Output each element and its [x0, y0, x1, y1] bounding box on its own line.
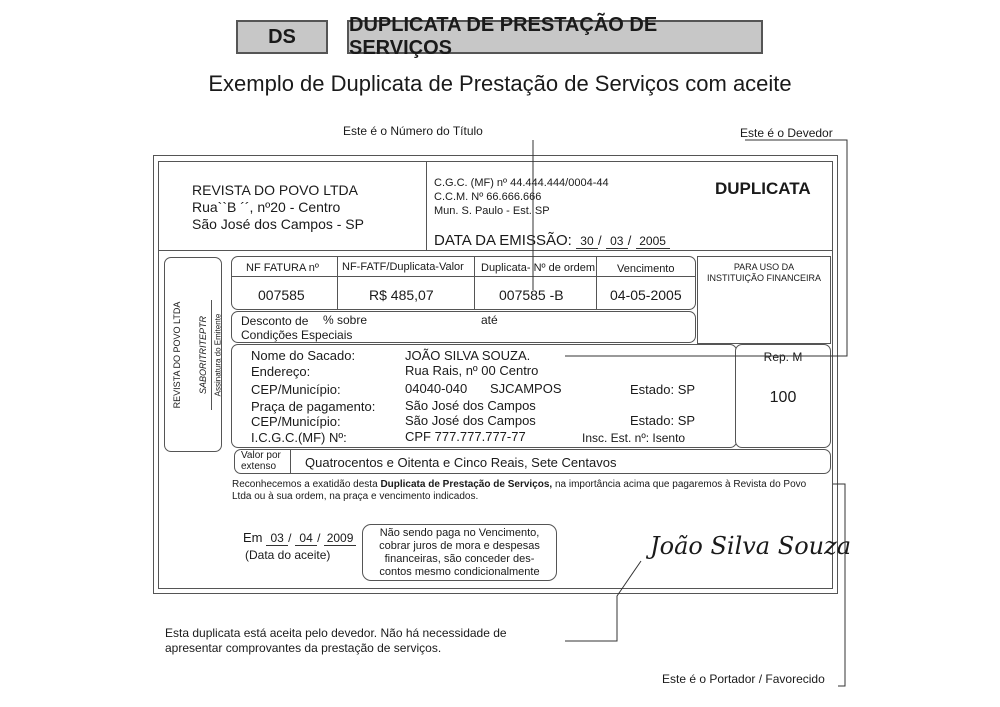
value-ordem: 007585 -B	[499, 287, 564, 303]
sacado-city-value: SJCAMPOS	[490, 381, 562, 396]
sacado-cep-value: 04040-040	[405, 381, 468, 396]
emission-label: DATA DA EMISSÃO:	[434, 232, 572, 249]
sacado-state2: Estado: SP	[630, 413, 696, 428]
annotation-title-number: Este é o Número do Título	[343, 124, 483, 138]
side-company-name: REVISTA DO POVO LTDA	[172, 301, 182, 409]
debtor-signature: João Silva Souza	[650, 532, 852, 560]
header-valor: NF-FATF/Duplicata-Valor	[342, 261, 464, 273]
page-title: DUPLICATA DE PRESTAÇÃO DE SERVIÇOS	[349, 14, 658, 59]
sacado-icgc-value: CPF 777.777.777-77	[405, 429, 526, 444]
sacado-state: Estado: SP	[630, 382, 696, 397]
interest-note-line: contos mesmo condicionalmente	[379, 566, 540, 578]
issuer-cgc: C.G.C. (MF) nº 44.444.444/0004-44	[434, 177, 609, 189]
declaration-bold: Duplicata de Prestação de Serviços,	[380, 479, 553, 490]
sacado-cep2-value: São José dos Campos	[405, 413, 536, 428]
sacado-icgc-label: I.C.G.C.(MF) Nº:	[251, 430, 347, 445]
declaration-line2: Ltda ou à sua ordem, na praça e vencimento indicados.	[232, 491, 479, 502]
discount-conditions: Condições Especiais	[241, 328, 353, 342]
discount-label: Desconto de	[241, 314, 309, 328]
annotation-accepted-line1: Esta duplicata está aceita pelo devedor. Não há necessidade de	[165, 626, 507, 640]
sacado-name-label: Nome do Sacado:	[251, 348, 356, 363]
emission-month: 03	[606, 234, 628, 249]
interest-note-line: Não sendo paga no Vencimento,	[379, 527, 540, 539]
interest-note-line: financeiras, são conceder des-	[384, 553, 535, 565]
sacado-cep-label: CEP/Município:	[251, 382, 341, 397]
issuer-signature: SABORITRITEPTR	[198, 315, 208, 395]
leader-acceptance	[565, 561, 641, 641]
value-valor: R$ 485,07	[369, 287, 434, 303]
discount-until: até	[481, 313, 498, 327]
annotation-bearer: Este é o Portador / Favorecido	[662, 672, 825, 686]
leader-bearer	[833, 484, 845, 686]
document-type: DUPLICATA	[715, 179, 811, 198]
acceptance-year: 2009	[324, 531, 356, 546]
value-vencimento: 04-05-2005	[610, 287, 682, 303]
sacado-name-value: JOÃO SILVA SOUZA.	[405, 348, 531, 363]
value-nf-fatura: 007585	[258, 287, 305, 303]
signature-caption: Assinatura do Emitente	[213, 313, 223, 397]
acceptance-em: Em	[243, 530, 263, 545]
emission-date: DATA DA EMISSÃO: 30 / 03 / 2005	[434, 232, 670, 249]
extenso-value: Quatrocentos e Oitenta e Cinco Reais, Sete Centavos	[305, 455, 617, 470]
page-subtitle: Exemplo de Duplicata de Prestação de Serviços com aceite	[208, 71, 792, 96]
leader-debtor	[565, 140, 847, 356]
header-vencimento: Vencimento	[617, 263, 675, 275]
issuer-mun: Mun. S. Paulo - Est. SP	[434, 205, 550, 217]
header-ordem: Duplicata- Nº de ordem	[481, 262, 596, 274]
extenso-label1: Valor por	[241, 450, 281, 461]
declaration-part1: Reconhecemos a exatidão desta	[232, 479, 381, 490]
sacado-address-value: Rua Rais, nº 00 Centro	[405, 363, 539, 378]
sacado-praca-label: Praça de pagamento:	[251, 399, 376, 414]
annotation-debtor: Este é o Devedor	[740, 126, 833, 140]
extenso-label2: extenso	[241, 461, 277, 472]
rep-label: Rep. M	[763, 350, 803, 364]
acceptance-month: 04	[295, 531, 317, 546]
emission-year: 2005	[636, 234, 670, 249]
declaration-part2: na importância acima que pagaremos à Revista do Povo	[552, 479, 807, 490]
institution-line1: PARA USO DA	[733, 262, 795, 272]
issuer-name: REVISTA DO POVO LTDA	[192, 182, 358, 198]
code-label: DS	[268, 25, 296, 48]
sacado-praca-value: São José dos Campos	[405, 398, 536, 413]
issuer-street: Rua``B ´´, nº20 - Centro	[192, 199, 341, 215]
sacado-insc: Insc. Est. nº: Isento	[582, 431, 686, 445]
rep-value: 100	[769, 389, 797, 406]
sacado-cep2-label: CEP/Município:	[251, 414, 341, 429]
sacado-address-label: Endereço:	[251, 364, 311, 379]
acceptance-day: 03	[266, 531, 288, 546]
acceptance-date-label: (Data do aceite)	[245, 548, 331, 562]
issuer-ccm: C.C.M. Nº 66.666.666	[434, 191, 542, 203]
acceptance-date: Em 03 / 04 / 2009	[243, 530, 356, 546]
institution-line2: INSTITUIÇÃO FINANCEIRA	[706, 273, 821, 283]
header-nf-fatura: NF FATURA nº	[246, 262, 319, 274]
interest-note-line: cobrar juros de mora e despesas	[379, 540, 540, 552]
emission-day: 30	[576, 234, 598, 249]
annotation-accepted-line2: apresentar comprovantes da prestação de serviços.	[165, 641, 442, 655]
issuer-city: São José dos Campos - SP	[192, 216, 364, 232]
discount-percent: % sobre	[323, 313, 368, 327]
